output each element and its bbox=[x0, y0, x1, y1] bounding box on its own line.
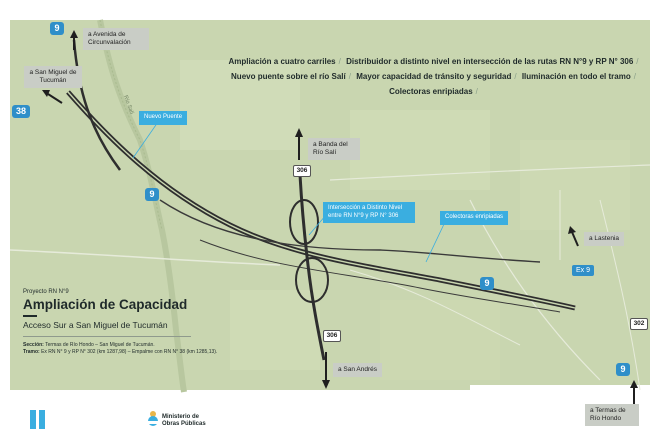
seccion-line: Sección: Termas de Río Hondo – San Miguel de Tucumán. bbox=[23, 342, 155, 348]
shield-rp302: 302 bbox=[630, 318, 648, 330]
destination-san-andres: a San Andrés bbox=[333, 363, 382, 377]
headline-item: Nuevo puente sobre el río Salí bbox=[231, 72, 346, 81]
destination-circunvalacion: a Avenida de Circunvalación bbox=[83, 28, 149, 50]
shield-rn38: 38 bbox=[12, 105, 30, 118]
river-label: Río Salí bbox=[122, 94, 135, 116]
ministry-name: Ministerio de Obras Públicas bbox=[162, 414, 206, 427]
page-subtitle: Acceso Sur a San Miguel de Tucumán bbox=[23, 320, 168, 330]
tramo-line: Tramo: Ex RN N° 9 y RP N° 302 (km 1287,98) – Empalme con RN N° 38 (km 1285,13). bbox=[23, 349, 218, 355]
coat-of-arms-icon bbox=[147, 410, 159, 426]
page-title: Ampliación de Capacidad bbox=[23, 297, 188, 312]
title-block bbox=[23, 289, 223, 356]
field-patch bbox=[520, 140, 630, 230]
shield-rn9-bottom: 9 bbox=[616, 363, 630, 376]
destination-san-miguel: a San Miguel de Tucumán bbox=[24, 66, 82, 88]
title-rule bbox=[23, 315, 37, 317]
headline-item: Colectoras enripiadas bbox=[389, 87, 473, 96]
divider bbox=[23, 336, 191, 337]
headline: Ampliación a cuatro carriles / Distribuidor a distinto nivel en intersección de las rutas RN N°9 y RP N° 306 / Nuevo puente sobre el río Salí / Mayor capacidad de tránsito y seguridad / Iluminación en todo el tramo / Colectoras enripiadas / bbox=[228, 57, 639, 96]
destination-banda-del-rio: a Banda del Río Salí bbox=[308, 138, 360, 160]
headline-item: Ampliación a cuatro carriles bbox=[228, 57, 336, 66]
headline-item: Distribuidor a distinto nivel en intersección de las rutas RN N°9 y RP N° 306 bbox=[346, 57, 634, 66]
headline-item: Iluminación en todo el tramo bbox=[521, 72, 631, 81]
shield-rn9-right: 9 bbox=[480, 277, 494, 290]
project-label: Proyecto RN N°9 bbox=[23, 289, 69, 295]
shield-rp306-top: 306 bbox=[293, 165, 311, 177]
headline-item: Mayor capacidad de tránsito y seguridad bbox=[356, 72, 512, 81]
shield-ex9: Ex 9 bbox=[572, 265, 594, 276]
callout-colectoras: Colectoras enripiadas bbox=[440, 211, 508, 225]
logo-bars-icon bbox=[30, 410, 46, 429]
shield-rp306-bottom: 306 bbox=[323, 330, 341, 342]
destination-lastenia: a Lastenia bbox=[584, 232, 624, 246]
field-patch bbox=[230, 290, 320, 370]
callout-interseccion: Intersección a Distinto Nivel entre RN N°9 y RP N° 306 bbox=[323, 202, 415, 223]
destination-termas: a Termas de Río Hondo bbox=[585, 404, 639, 426]
callout-nuevo-puente: Nuevo Puente bbox=[139, 111, 187, 125]
map-margin bbox=[0, 392, 470, 429]
shield-rn9-top: 9 bbox=[50, 22, 64, 35]
shield-rn9-mid: 9 bbox=[145, 188, 159, 201]
field-patch bbox=[380, 300, 500, 380]
